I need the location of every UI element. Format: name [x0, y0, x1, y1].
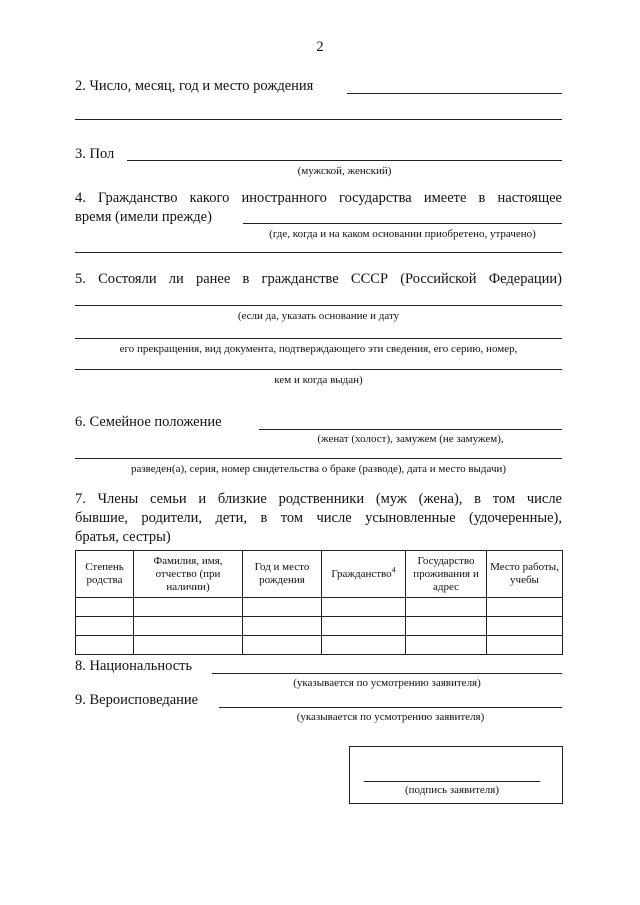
signature-line[interactable]: [364, 781, 540, 782]
signature-hint: (подпись заявителя): [404, 784, 500, 796]
table-cell[interactable]: [243, 617, 322, 636]
ussr-input-line-3[interactable]: [75, 369, 562, 370]
ussr-hint-3: кем и когда выдан): [274, 374, 363, 386]
table-row: [76, 636, 563, 655]
table-cell[interactable]: [243, 636, 322, 655]
table-cell[interactable]: [134, 598, 243, 617]
sex-label: 3. Пол: [75, 146, 115, 162]
sex-hint: (мужской, женский): [297, 165, 392, 177]
birth-label: 2. Число, месяц, год и место рождения: [75, 78, 314, 94]
table-cell[interactable]: [322, 636, 406, 655]
marital-input-line-2[interactable]: [75, 458, 562, 459]
citizenship-label-2: время (имели прежде): [75, 209, 212, 225]
table-cell[interactable]: [406, 598, 487, 617]
col-relation: Степень родства: [76, 551, 134, 598]
sex-input-line[interactable]: [127, 160, 562, 161]
marital-input-line[interactable]: [259, 429, 562, 430]
table-row: [76, 617, 563, 636]
ussr-hint-2: его прекращения, вид документа, подтверждающего эти сведения, его серию, номер,: [119, 343, 518, 355]
ussr-label: 5. Состояли ли ранее в гражданстве СССР (Российской Федерации): [75, 271, 562, 287]
nationality-hint: (указывается по усмотрению заявителя): [293, 677, 481, 689]
ussr-input-line-1[interactable]: [75, 305, 562, 306]
table-cell[interactable]: [487, 636, 563, 655]
religion-label: 9. Вероисповедание: [75, 692, 199, 708]
col-name: Фамилия, имя, отчество (при наличии): [134, 551, 243, 598]
ussr-hint-1: (если да, указать основание и дату: [237, 310, 400, 322]
marital-hint-2: разведен(а), серия, номер свидетельства о браке (разводе), дата и место выдачи): [130, 463, 507, 475]
family-label-3: братья, сестры): [75, 529, 171, 545]
birth-input-line[interactable]: [347, 93, 562, 94]
citizenship-input-line[interactable]: [243, 223, 562, 224]
table-cell[interactable]: [134, 636, 243, 655]
family-label-2: бывшие, родители, дети, в том числе усыновленные (удочеренные),: [75, 510, 562, 526]
citizenship-input-line-2[interactable]: [75, 252, 562, 253]
table-cell[interactable]: [406, 636, 487, 655]
citizenship-label: 4. Гражданство какого иностранного государства имеете в настоящее: [75, 190, 562, 206]
table-cell[interactable]: [406, 617, 487, 636]
citizenship-hint: (где, когда и на каком основании приобретено, утрачено): [269, 228, 536, 240]
religion-input-line[interactable]: [219, 707, 562, 708]
table-cell[interactable]: [322, 598, 406, 617]
table-cell[interactable]: [322, 617, 406, 636]
table-row: [76, 598, 563, 617]
marital-label: 6. Семейное положение: [75, 414, 222, 430]
nationality-label: 8. Национальность: [75, 658, 193, 674]
col-citizenship-label: Гражданство: [331, 567, 392, 580]
page-number: 2: [316, 39, 324, 55]
marital-hint-1: (женат (холост), замужем (не замужем),: [317, 433, 504, 445]
col-work: Место работы, учебы: [487, 551, 563, 598]
table-cell[interactable]: [134, 617, 243, 636]
signature-box: [349, 746, 563, 804]
table-cell[interactable]: [76, 598, 134, 617]
ussr-input-line-2[interactable]: [75, 338, 562, 339]
nationality-input-line[interactable]: [212, 673, 562, 674]
birth-input-line-2[interactable]: [75, 119, 562, 120]
family-table-header: [76, 551, 563, 598]
table-cell[interactable]: [76, 636, 134, 655]
col-citizenship: [322, 551, 406, 598]
table-cell[interactable]: [243, 598, 322, 617]
family-table: [75, 550, 563, 655]
col-citizenship-footnote: 4: [391, 564, 396, 574]
religion-hint: (указывается по усмотрению заявителя): [296, 711, 485, 723]
col-birth: Год и место рождения: [243, 551, 322, 598]
table-cell[interactable]: [76, 617, 134, 636]
table-cell[interactable]: [487, 617, 563, 636]
col-residence: Государство проживания и адрес: [406, 551, 487, 598]
table-cell[interactable]: [487, 598, 563, 617]
family-label: 7. Члены семьи и близкие родственники (муж (жена), в том числе: [75, 491, 562, 507]
